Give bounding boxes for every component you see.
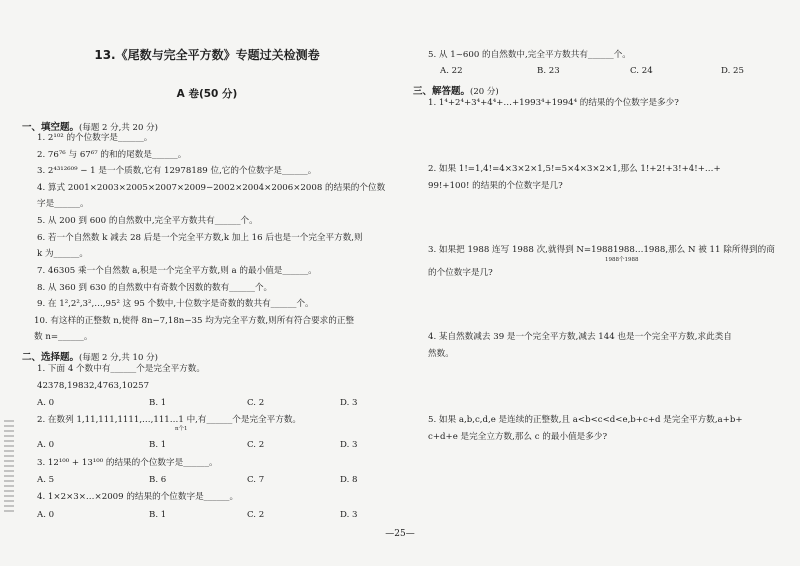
choice-q3: 3. 12¹⁰⁰ + 13¹⁰⁰ 的结果的个位数字是______。 [37,458,218,468]
fill-q5: 5. 从 200 到 600 的自然数中,完全平方数共有______个。 [37,216,258,226]
fill-q6-line1: 6. 若一个自然数 k 减去 28 后是一个完全平方数,k 加上 16 后也是一个完全平方数,则 [37,233,363,243]
paper-subtitle: A 卷(50 分) [176,88,238,100]
option-c[interactable]: C. 2 [247,510,265,520]
choice-q5: 5. 从 1~600 的自然数中,完全平方数共有______个。 [428,50,631,60]
solve-q3-line2: 的个位数字是几? [428,268,493,278]
fill-q10-line2: 数 n=______。 [34,332,93,342]
option-a[interactable]: A. 0 [37,510,55,520]
option-c[interactable]: C. 2 [247,440,265,450]
section2-note: (每题 2 分,共 10 分) [79,353,158,363]
section3-title: 三、解答题。 [413,86,471,97]
option-a[interactable]: A. 0 [37,398,55,408]
option-a[interactable]: A. 22 [440,66,463,76]
fill-q9: 9. 在 1²,2²,3²,…,95² 这 95 个数中,十位数字是奇数的数共有______个。 [37,299,314,309]
option-d[interactable]: D. 3 [340,510,358,520]
option-b[interactable]: B. 1 [149,398,167,408]
section2-heading [22,349,158,363]
option-b[interactable]: B. 1 [149,440,167,450]
fill-q4-line1: 4. 算式 2001×2003×2005×2007×2009−2002×2004×2006×2008 的结果的个位数 [37,183,386,193]
option-a[interactable]: A. 0 [37,440,55,450]
page-number: —25— [385,529,415,539]
option-d[interactable]: D. 3 [340,440,358,450]
section1-title: 一、填空题。 [22,122,80,133]
solve-q1: 1. 1⁴+2⁴+3⁴+4⁴+…+1993⁴+1994⁴ 的结果的个位数字是多少? [428,98,679,108]
solve-q2-line1: 2. 如果 1!=1,4!=4×3×2×1,5!=5×4×3×2×1,那么 1!+2!+3!+4!+…+ [428,164,721,174]
fill-q6-line2: k 为______。 [37,249,88,259]
fill-q8: 8. 从 360 到 630 的自然数中有奇数个因数的数有______个。 [37,283,273,293]
option-b[interactable]: B. 6 [149,475,167,485]
choice-q1-numbers: 42378,19832,4763,10257 [37,381,150,391]
fill-q4-line2: 字是______。 [37,199,89,209]
fill-q2: 2. 76⁷⁶ 与 67⁶⁷ 的和的尾数是______。 [37,150,187,160]
section1-note: (每题 2 分,共 20 分) [79,123,158,133]
section1-heading [22,119,158,133]
fill-q1: 1. 2¹⁰² 的个位数字是______。 [37,133,153,143]
option-c[interactable]: C. 24 [630,66,653,76]
option-d[interactable]: D. 25 [721,66,744,76]
option-b[interactable]: B. 23 [537,66,560,76]
solve-q2-line2: 99!+100! 的结果的个位数字是几? [428,181,563,191]
solve-q4-line2: 然数。 [428,349,454,359]
solve-q3-line1: 3. 如果把 1988 连写 1988 次,就得到 N=19881988…1988,那么 N 被 11 除所得到的商 [428,245,775,255]
option-b[interactable]: B. 1 [149,510,167,520]
section2-title: 二、选择题。 [22,352,80,363]
solve-q4: 4. 某自然数减去 39 是一个完全平方数,减去 144 也是一个完全平方数,求此类自 [428,332,732,342]
fill-q7: 7. 46305 乘一个自然数 a,积是一个完全平方数,则 a 的最小值是______。 [37,266,317,276]
fill-q10-line1: 10. 有这样的正整数 n,使得 8n−7,18n−35 均为完全平方数,则所有符合要求的正整 [34,316,355,326]
choice-q1: 1. 下面 4 个数中有______个是完全平方数。 [37,364,205,374]
choice-q2-subscript: n个1 [175,426,188,432]
binding-margin [4,420,14,515]
option-c[interactable]: C. 7 [247,475,265,485]
solve-q5-line2: c+d+e 是完全立方数,那么 c 的最小值是多少? [428,432,608,442]
section3-note: (20 分) [470,87,499,97]
solve-q3-subscript: 1988个1988 [605,257,639,263]
choice-q4: 4. 1×2×3×…×2009 的结果的个位数字是______。 [37,492,239,502]
solve-q5-line1: 5. 如果 a,b,c,d,e 是连续的正整数,且 a<b<c<d<e,b+c+d 是完全平方数,a+b+ [428,415,743,425]
option-d[interactable]: D. 8 [340,475,358,485]
option-d[interactable]: D. 3 [340,398,358,408]
option-a[interactable]: A. 5 [37,475,55,485]
option-c[interactable]: C. 2 [247,398,265,408]
fill-q3: 3. 2⁴³¹²⁶⁰⁹ − 1 是一个质数,它有 12978189 位,它的个位数字是______。 [37,166,317,176]
section3-heading [413,83,499,97]
page-title: 13.《尾数与完全平方数》专题过关检测卷 [94,48,320,62]
choice-q2: 2. 在数列 1,11,111,1111,…,111…1 中,有______个是完全平方数。 [37,415,302,425]
